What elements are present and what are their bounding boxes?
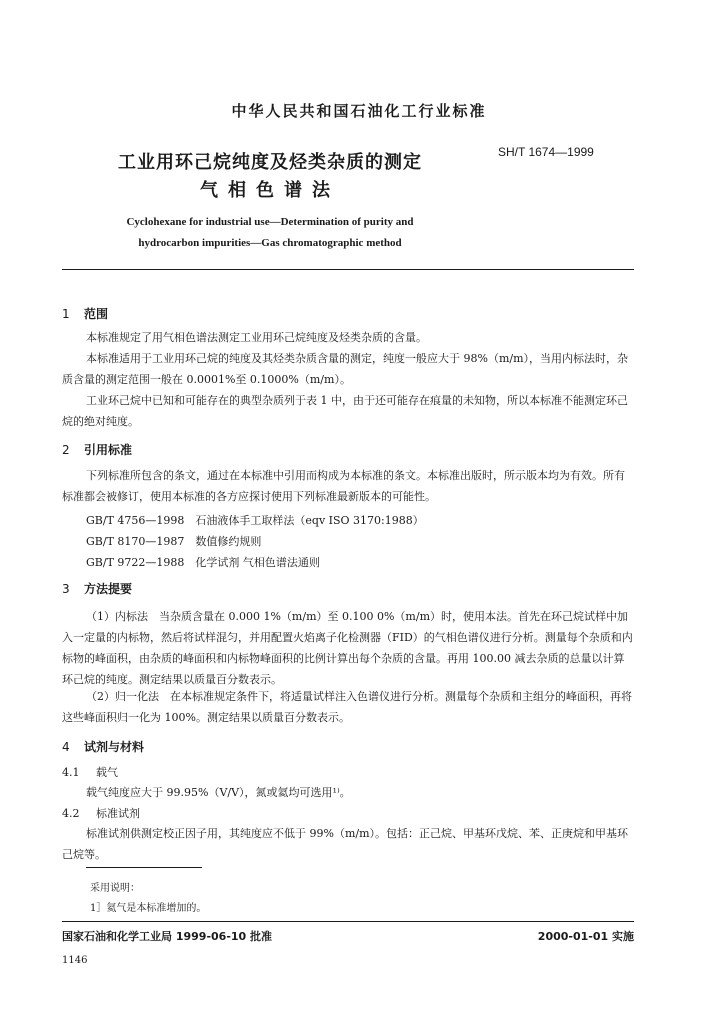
title-en-line-2: hydrocarbon impurities—Gas chromatographic method bbox=[138, 237, 402, 249]
section-3-heading bbox=[62, 580, 132, 597]
issuing-body: 中华人民共和国石油化工行业标准 bbox=[231, 102, 487, 120]
section-number: 1 bbox=[62, 307, 70, 321]
section-number: 4 bbox=[62, 740, 70, 754]
section-title: 方法提要 bbox=[84, 582, 133, 596]
title-cn-line-1: 工业用环己烷纯度及烃类杂质的测定 bbox=[118, 152, 422, 173]
subsection-4-1-text: 载气纯度应大于 99.95%（V/V），氮或氦均可选用¹⁾。 bbox=[86, 786, 351, 799]
title-cn-line-2: 气相色谱法 bbox=[200, 180, 340, 201]
footnote-divider bbox=[86, 867, 202, 868]
approval-date: 国家石油和化学工业局 1999-06-10 批准 bbox=[62, 930, 273, 943]
section-number: 2 bbox=[62, 443, 70, 457]
section-1-heading bbox=[62, 305, 108, 322]
footer-divider bbox=[62, 921, 634, 922]
section-1-para-1: 本标准规定了用气相色谱法测定工业用环己烷纯度及烃类杂质的含量。 bbox=[86, 331, 427, 344]
section-1-para-2: 本标准适用于工业用环己烷的纯度及其烃类杂质含量的测定，纯度一般应大于 98%（m/m），当用内标法时，杂质含量的测定范围一般在 0.0001%至 0.1000%（m/m）。 bbox=[62, 352, 629, 386]
header-divider bbox=[62, 269, 634, 270]
section-title: 试剂与材料 bbox=[84, 740, 145, 754]
reference-item: GB/T 9722—1988 化学试剂 气相色谱法通则 bbox=[86, 556, 320, 569]
subsection-4-2-text: 标准试剂供测定校正因子用，其纯度应不低于 99%（m/m）。包括：正己烷、甲基环戊烷、苯、正庚烷和甲基环己烷等。 bbox=[62, 827, 629, 861]
section-1-para-3: 工业环己烷中已知和可能存在的典型杂质列于表 1 中，由于还可能存在痕量的未知物，所以本标准不能测定环己烷的绝对纯度。 bbox=[62, 394, 628, 428]
footnote-label: 采用说明： bbox=[90, 883, 140, 894]
section-3-para-1: （1）内标法 当杂质含量在 0.000 1%（m/m）至 0.100 0%（m/m）时，使用本法。首先在环己烷试样中加入一定量的内标物，然后将试样混匀，并用配置火焰离子化检测器（FID）的气相色谱仪进行分析。测量每个杂质和内标物的峰面积，由杂质的峰面积和内标物峰面积的比例计算出每个杂质的含量。再用 100.00 减去杂质的总量以计算环己烷的纯度。测定结果以质量百分数表示。 bbox=[62, 610, 633, 686]
subsection-number: 4.2 bbox=[62, 807, 80, 820]
implementation-date: 2000-01-01 实施 bbox=[537, 930, 634, 943]
subsection-4-1-heading bbox=[62, 764, 118, 780]
title-en-line-1: Cyclohexane for industrial use—Determination of purity and bbox=[126, 216, 414, 228]
section-title: 范围 bbox=[84, 307, 109, 321]
section-3-para-2: （2）归一化法 在本标准规定条件下，将适量试样注入色谱仪进行分析。测量每个杂质和主组分的峰面积，再将这些峰面积归一化为 100%。测定结果以质量百分数表示。 bbox=[62, 690, 632, 724]
subsection-4-2-heading bbox=[62, 805, 140, 821]
footnote-text: 1］氦气是本标准增加的。 bbox=[90, 903, 207, 914]
section-2-heading bbox=[62, 441, 132, 458]
section-2-para-1: 下列标准所包含的条文，通过在本标准中引用而构成为本标准的条文。本标准出版时，所示版本均为有效。所有标准都会被修订，使用本标准的各方应探讨使用下列标准最新版本的可能性。 bbox=[62, 469, 625, 503]
section-title: 引用标准 bbox=[84, 443, 133, 457]
page-number: 1146 bbox=[62, 955, 88, 966]
subsection-title: 标准试剂 bbox=[96, 807, 140, 820]
section-number: 3 bbox=[62, 582, 70, 596]
reference-item: GB/T 4756—1998 石油液体手工取样法（eqv ISO 3170:1988） bbox=[86, 514, 424, 527]
reference-item: GB/T 8170—1987 数值修约规则 bbox=[86, 535, 262, 548]
standard-code: SH/T 1674—1999 bbox=[498, 145, 594, 159]
subsection-title: 载气 bbox=[96, 766, 118, 779]
section-4-heading bbox=[62, 738, 144, 755]
subsection-number: 4.1 bbox=[62, 766, 80, 779]
